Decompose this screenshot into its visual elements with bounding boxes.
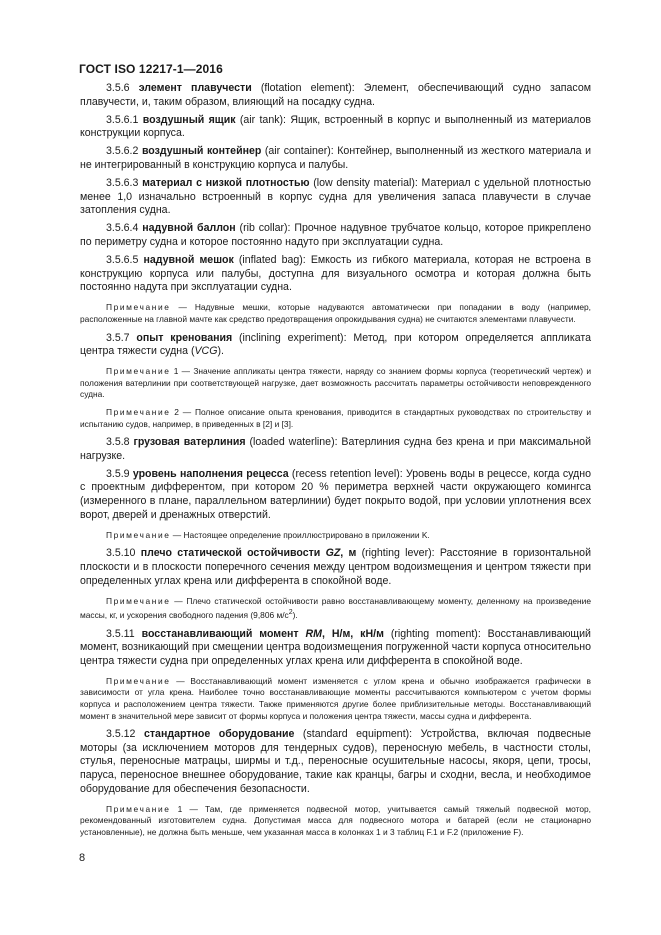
term-unit: , м bbox=[340, 547, 357, 560]
definition-3-5-7 bbox=[80, 332, 591, 359]
note-label: Примечание bbox=[106, 595, 171, 606]
clause-number: 3.5.10 bbox=[106, 547, 136, 560]
term-text: плечо статической остойчивости bbox=[140, 547, 326, 560]
note-label: Примечание bbox=[106, 406, 171, 417]
clause-number: 3.5.6 bbox=[106, 82, 130, 94]
gz-symbol: GZ bbox=[325, 547, 341, 560]
note-text: — Плечо статической остойчивости равно восстанавливающему моменту, деленному на произведение массы, кг, и ускорения свободного падения (9,806 м/с bbox=[80, 595, 591, 620]
note-vcg-1 bbox=[80, 366, 591, 401]
note-outboard-motor bbox=[80, 804, 591, 839]
rm-symbol: RM bbox=[305, 627, 323, 640]
definition-3-5-6-2 bbox=[80, 145, 591, 172]
note-righting-lever bbox=[80, 596, 591, 622]
definition-text: (righting moment): Восстанавливающий момент, возникающий при смещении центра водоизмещения погруженной части корпуса относительно центра тяжести судна при определенных углах крена или дифферента в спокойной воде. bbox=[80, 627, 591, 667]
definition-text: (standard equipment): Устройства, включая подвесные моторы (за исключением моторов для тендерных судов), переносную мебель, в частности столы, стулья, переносные матрацы, ширмы и т.д., переносные осушительные насосы, якоря, цепи, тросы, паруса, переносное внешнее оборудование, такие как кранцы, багры и сходни, весла, и необходимое оборудование для обеспечения безопасности. bbox=[80, 728, 591, 795]
note-inclining-2 bbox=[80, 407, 591, 430]
definition-3-5-6-3 bbox=[80, 177, 591, 218]
term: уровень наполнения рецесса bbox=[132, 467, 289, 480]
note-label: Примечание bbox=[106, 803, 171, 814]
clause-number: 3.5.6.4 bbox=[106, 222, 139, 235]
definition-text: (recess retention level): Уровень воды в рецессе, когда судно с проектным дифферентом, при котором 20 % периметра верхней части окружающего комингса (измеренного в плане, параллельном ватерлинии) будет покрыто водой, при условии уплотнения всех ворот, дверей и дренажных отверстий. bbox=[80, 467, 591, 521]
definition-text: (loaded waterline): Ватерлиния судна без крена и при максимальной нагрузке. bbox=[80, 436, 591, 462]
term bbox=[142, 628, 384, 640]
note-text: — Восстанавливающий момент изменяется с углом крена и обычно изображается графически в зависимости от угла крена. Наиболее точно восстанавливающие моменты рассчитываются компьютером с учетом формы корпуса и расположением центра тяжести. Также применяются другие более приблизительные методы. Восстанавливающий момент в значительной мере зависит от формы корпуса и положения центра тяжести, массы судна и дифферента. bbox=[80, 675, 591, 721]
clause-number: 3.5.6.3 bbox=[106, 177, 139, 190]
definition-3-5-6-1 bbox=[80, 114, 591, 141]
definition-text: (air tank): Ящик, встроенный в корпус и выполненный из материалов конструкции корпуса. bbox=[80, 113, 592, 140]
definition-text: (flotation element): Элемент, обеспечивающий судно запасом плавучести, и, таким образом, влияющий на посадку судна. bbox=[80, 82, 591, 108]
definition-3-5-6 bbox=[80, 82, 591, 109]
clause-number: 3.5.9 bbox=[106, 467, 130, 480]
clause-number: 3.5.7 bbox=[106, 331, 130, 344]
clause-number: 3.5.11 bbox=[106, 627, 135, 640]
note-text: 2 — Полное описание опыта кренования, приводится в стандартных руководствах по строительству и испытанию судов, например, в приведенных в [2] и [3]. bbox=[80, 406, 591, 429]
clause-number: 3.5.6.5 bbox=[106, 254, 139, 267]
definition-3-5-8 bbox=[80, 436, 591, 463]
definition-text: (inflated bag): Емкость из гибкого материала, которая не встроена в конструкцию корпуса или палубы, доступна для визуального осмотра и которая должна быть постоянно надута при эксплуатации судна. bbox=[80, 254, 591, 294]
term bbox=[141, 547, 357, 559]
vcg-symbol: VCG bbox=[194, 345, 218, 358]
term: элемент плавучести bbox=[138, 82, 252, 94]
note-label: Примечание bbox=[106, 529, 171, 540]
standard-designation: ГОСТ ISO 12217-1—2016 bbox=[79, 62, 223, 76]
term: материал с низкой плотностью bbox=[142, 177, 310, 190]
term: воздушный контейнер bbox=[141, 145, 262, 158]
note-inflated-bags bbox=[80, 302, 591, 325]
term: надувной баллон bbox=[142, 222, 236, 235]
term: опыт кренования bbox=[136, 331, 233, 344]
definition-text: (inclining experiment): Метод, при котором определяется аппликата центра тяжести судна ( bbox=[80, 331, 591, 358]
note-text-end: ). bbox=[292, 609, 298, 620]
note-label: Примечание bbox=[106, 302, 171, 313]
document-body bbox=[80, 82, 591, 844]
note-righting-moment bbox=[80, 676, 591, 722]
clause-number: 3.5.6.2 bbox=[106, 145, 139, 158]
note-text: 1 — Там, где применяется подвесной мотор, учитывается самый тяжелый подвесной мотор, рекомендованный изготовителем судна. Допустимая масса для подвесного мотора и батарей (если не стационарно установленные), не должна быть меньше, чем указанная масса в колонках 1 и 3 таблиц F.1 и F.2 (приложение F). bbox=[80, 803, 591, 837]
superscript: 2 bbox=[288, 609, 293, 617]
term-text: восстанавливающий момент bbox=[141, 627, 306, 640]
term-unit: , Н/м, кН/м bbox=[322, 627, 384, 640]
clause-number: 3.5.12 bbox=[106, 728, 136, 741]
clause-number: 3.5.8 bbox=[106, 436, 130, 449]
definition-text: (rib collar): Прочное надувное трубчатое кольцо, которое прикреплено по периметру судна и которое постоянно надуто при эксплуатации судна. bbox=[80, 222, 591, 248]
term: воздушный ящик bbox=[142, 113, 236, 126]
definition-text: (low density material): Материал с удельной плотностью менее 1,0 изначально встроенный в корпус судна для увеличения запаса плавучести в случае затопления судна. bbox=[80, 177, 591, 217]
definition-3-5-9 bbox=[80, 468, 591, 522]
definition-3-5-12 bbox=[80, 728, 591, 796]
definition-3-5-10 bbox=[80, 547, 591, 588]
clause-number: 3.5.6.1 bbox=[106, 113, 139, 126]
definition-3-5-11 bbox=[80, 628, 591, 669]
note-annex-k bbox=[80, 530, 591, 542]
term: грузовая ватерлиния bbox=[133, 436, 246, 449]
definition-text: (righting lever): Расстояние в горизонтальной плоскости и в плоскости поперечного сечения между центром водоизмещения и центром тяжести при определенных углах крена или дифферента в спокойной воде. bbox=[80, 547, 591, 587]
note-label: Примечание bbox=[106, 675, 171, 686]
term: надувной мешок bbox=[143, 254, 234, 267]
note-text: — Надувные мешки, которые надуваются автоматически при попадании в воду (например, расположенные на главной мачте как средство предотвращения опрокидывания судна) не считаются элементами плавучести. bbox=[80, 302, 591, 324]
note-label: Примечание bbox=[106, 366, 171, 377]
definition-text-end: ). bbox=[217, 345, 224, 358]
definition-3-5-6-4 bbox=[80, 222, 591, 249]
page-number: 8 bbox=[79, 852, 86, 864]
definition-3-5-6-5 bbox=[80, 254, 591, 295]
term: стандартное оборудование bbox=[143, 728, 295, 741]
note-text: 1 — Значение аппликаты центра тяжести, наряду со знанием формы корпуса (теоретический чертеж) и положения ватерлинии при соответствующей нагрузке, дает возможность рассчитать параметры остойчивости неповрежденного судна. bbox=[80, 366, 591, 400]
definition-text: (air container): Контейнер, выполненный из жесткого материала и не интегрированный в конструкцию корпуса и палубы. bbox=[80, 145, 592, 171]
note-text: — Настоящее определение проиллюстрировано в приложении K. bbox=[170, 529, 430, 540]
